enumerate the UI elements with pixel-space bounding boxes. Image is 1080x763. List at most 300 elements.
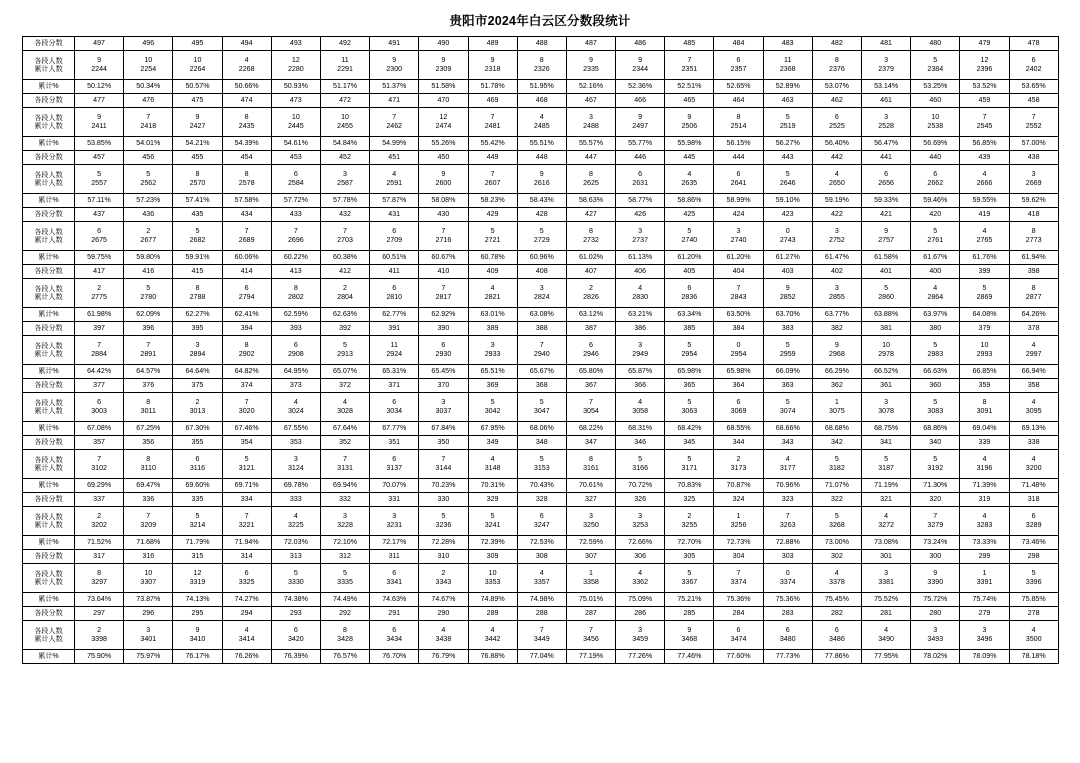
band-score-cell: 392 xyxy=(320,322,369,336)
count-cell xyxy=(812,222,861,251)
segment-count: 8 xyxy=(588,170,593,179)
count-cell xyxy=(1009,564,1058,593)
count-cell xyxy=(173,564,222,593)
cumulative-pct-cell: 60.38% xyxy=(320,251,369,265)
table-row xyxy=(23,536,1059,550)
cumulative-count: 2455 xyxy=(337,122,353,130)
count-cell xyxy=(911,393,960,422)
count-cell xyxy=(960,222,1009,251)
count-cell xyxy=(763,450,812,479)
count-cell xyxy=(419,507,468,536)
segment-count: 7 xyxy=(736,569,741,578)
band-score-cell: 290 xyxy=(419,607,468,621)
cumulative-pct-cell: 72.88% xyxy=(763,536,812,550)
cumulative-count: 2376 xyxy=(829,65,845,73)
cumulative-pct-cell: 65.51% xyxy=(468,365,517,379)
cumulative-count: 2933 xyxy=(484,350,501,358)
segment-count: 4 xyxy=(490,626,495,635)
count-cell xyxy=(812,507,861,536)
segment-count: 5 xyxy=(343,569,347,578)
band-score-cell: 322 xyxy=(812,493,861,507)
cumulative-pct-cell: 61.76% xyxy=(960,251,1009,265)
segment-count: 6 xyxy=(195,455,200,464)
cumulative-pct-cell: 58.43% xyxy=(517,194,566,208)
segment-count: 3 xyxy=(638,512,643,521)
cumulative-pct-cell: 52.65% xyxy=(714,80,763,94)
segment-count: 5 xyxy=(687,398,692,407)
cumulative-pct-cell: 63.50% xyxy=(714,308,763,322)
cumulative-count: 3225 xyxy=(287,521,304,529)
segment-count: 7 xyxy=(146,341,151,350)
cumulative-count: 3137 xyxy=(386,464,403,472)
band-score-cell: 296 xyxy=(124,607,173,621)
cumulative-count: 3241 xyxy=(484,521,501,529)
cumulative-count: 2244 xyxy=(91,65,107,73)
band-score-cell: 285 xyxy=(665,607,714,621)
segment-count: 3 xyxy=(982,626,987,635)
band-score-cell: 343 xyxy=(763,436,812,450)
count-cell xyxy=(1009,108,1058,137)
segment-count: 3 xyxy=(736,227,741,236)
band-score-cell: 449 xyxy=(468,151,517,165)
band-score-cell: 339 xyxy=(960,436,1009,450)
row-label-cumulative-count: 累计人数 xyxy=(34,578,63,586)
cumulative-pct-cell: 63.34% xyxy=(665,308,714,322)
segment-count: 8 xyxy=(834,56,839,65)
cumulative-pct-cell: 53.65% xyxy=(1009,80,1058,94)
band-score-cell: 349 xyxy=(468,436,517,450)
cumulative-count: 2930 xyxy=(435,350,452,358)
segment-count: 10 xyxy=(488,569,497,578)
cumulative-count: 2869 xyxy=(976,293,993,301)
cumulative-pct-cell: 53.25% xyxy=(911,80,960,94)
band-score-cell: 434 xyxy=(222,208,271,222)
band-score-cell: 279 xyxy=(960,607,1009,621)
segment-count: 2 xyxy=(97,626,102,635)
cumulative-count: 3196 xyxy=(976,464,993,472)
segment-count: 9 xyxy=(97,56,102,65)
cumulative-pct-cell: 76.57% xyxy=(320,650,369,664)
count-cell xyxy=(1009,393,1058,422)
count-cell xyxy=(812,450,861,479)
cumulative-count: 3449 xyxy=(533,635,550,643)
segment-count: 8 xyxy=(146,398,151,407)
band-score-cell: 457 xyxy=(75,151,124,165)
cumulative-count: 3459 xyxy=(632,635,649,643)
cumulative-pct-cell: 68.06% xyxy=(517,422,566,436)
band-score-cell: 438 xyxy=(1009,151,1058,165)
cumulative-count: 3496 xyxy=(976,635,993,643)
cumulative-count: 3020 xyxy=(238,407,255,415)
band-score-cell: 393 xyxy=(271,322,320,336)
count-cell xyxy=(173,51,222,80)
cumulative-pct-cell: 73.24% xyxy=(911,536,960,550)
table-row xyxy=(23,308,1059,322)
cumulative-count: 2954 xyxy=(681,350,698,358)
cumulative-pct-cell: 67.46% xyxy=(222,422,271,436)
segment-count: 4 xyxy=(293,398,298,407)
count-cell xyxy=(862,51,911,80)
cumulative-count: 2716 xyxy=(435,236,452,244)
band-score-cell: 365 xyxy=(665,379,714,393)
band-score-cell: 384 xyxy=(714,322,763,336)
cumulative-pct-cell: 77.26% xyxy=(616,650,665,664)
count-cell xyxy=(665,108,714,137)
band-score-cell: 444 xyxy=(714,151,763,165)
cumulative-pct-cell: 59.55% xyxy=(960,194,1009,208)
segment-count: 9 xyxy=(933,569,938,578)
cumulative-count: 2682 xyxy=(189,236,206,244)
count-cell xyxy=(75,393,124,422)
segment-count: 8 xyxy=(343,626,347,635)
cumulative-count: 2740 xyxy=(730,236,747,244)
cumulative-pct-cell: 72.53% xyxy=(517,536,566,550)
cumulative-pct-cell: 55.51% xyxy=(517,137,566,151)
count-cell xyxy=(222,165,271,194)
count-cell xyxy=(616,393,665,422)
count-cell xyxy=(566,108,615,137)
count-cell xyxy=(960,51,1009,80)
band-score-cell: 433 xyxy=(271,208,320,222)
cumulative-count: 3083 xyxy=(927,407,944,415)
segment-count: 5 xyxy=(785,170,790,179)
count-cell xyxy=(370,393,419,422)
count-cell xyxy=(320,621,369,650)
cumulative-count: 3102 xyxy=(91,464,107,472)
segment-count: 4 xyxy=(343,398,347,407)
segment-count: 6 xyxy=(392,284,397,293)
cumulative-count: 3228 xyxy=(337,521,353,529)
table-row xyxy=(23,80,1059,94)
band-score-cell: 423 xyxy=(763,208,812,222)
cumulative-count: 3054 xyxy=(583,407,599,415)
count-cell xyxy=(124,108,173,137)
count-cell xyxy=(960,108,1009,137)
cumulative-pct-cell: 67.84% xyxy=(419,422,468,436)
band-score-cell: 429 xyxy=(468,208,517,222)
band-score-cell: 450 xyxy=(419,151,468,165)
band-score-cell: 473 xyxy=(271,94,320,108)
row-label-count-cumcount xyxy=(23,621,75,650)
cumulative-pct-cell: 58.63% xyxy=(566,194,615,208)
cumulative-pct-cell: 63.12% xyxy=(566,308,615,322)
band-score-cell: 369 xyxy=(468,379,517,393)
band-score-cell: 435 xyxy=(173,208,222,222)
cumulative-count: 2968 xyxy=(829,350,845,358)
cumulative-count: 2357 xyxy=(730,65,747,73)
cumulative-pct-cell: 73.00% xyxy=(812,536,861,550)
cumulative-count: 2830 xyxy=(632,293,649,301)
cumulative-pct-cell: 55.57% xyxy=(566,137,615,151)
segment-count: 12 xyxy=(439,113,448,122)
cumulative-pct-cell: 69.47% xyxy=(124,479,173,493)
cumulative-pct-cell: 76.79% xyxy=(419,650,468,664)
cumulative-pct-cell: 50.34% xyxy=(124,80,173,94)
band-score-cell: 458 xyxy=(1009,94,1058,108)
segment-count: 5 xyxy=(638,455,643,464)
cumulative-count: 2802 xyxy=(287,293,304,301)
count-cell xyxy=(960,165,1009,194)
cumulative-pct-cell: 70.87% xyxy=(714,479,763,493)
cumulative-pct-cell: 64.57% xyxy=(124,365,173,379)
cumulative-pct-cell: 58.77% xyxy=(616,194,665,208)
count-cell xyxy=(124,165,173,194)
cumulative-pct-cell: 65.07% xyxy=(320,365,369,379)
cumulative-pct-cell: 68.68% xyxy=(812,422,861,436)
count-cell xyxy=(222,279,271,308)
band-score-cell: 447 xyxy=(566,151,615,165)
segment-count: 3 xyxy=(343,170,347,179)
cumulative-pct-cell: 59.91% xyxy=(173,251,222,265)
cumulative-count: 3187 xyxy=(878,464,894,472)
cumulative-count: 3148 xyxy=(484,464,501,472)
cumulative-count: 3374 xyxy=(730,578,747,586)
count-cell xyxy=(566,222,615,251)
row-label-count: 各段人数 xyxy=(34,455,63,464)
segment-count: 5 xyxy=(539,455,544,464)
cumulative-pct-cell: 60.06% xyxy=(222,251,271,265)
cumulative-count: 2646 xyxy=(779,179,796,187)
row-label-cumulative-pct: 累计% xyxy=(23,536,75,550)
count-cell xyxy=(124,279,173,308)
cumulative-pct-cell: 50.66% xyxy=(222,80,271,94)
table-row xyxy=(23,650,1059,664)
cumulative-count: 3297 xyxy=(91,578,107,586)
cumulative-count: 2855 xyxy=(829,293,845,301)
band-score-cell: 286 xyxy=(616,607,665,621)
count-cell xyxy=(714,222,763,251)
row-label-cumulative-pct: 累计% xyxy=(23,80,75,94)
count-cell xyxy=(75,336,124,365)
band-score-cell: 461 xyxy=(862,94,911,108)
cumulative-pct-cell: 60.22% xyxy=(271,251,320,265)
segment-count: 7 xyxy=(343,227,347,236)
segment-count: 5 xyxy=(195,227,200,236)
count-cell xyxy=(911,51,960,80)
band-score-cell: 407 xyxy=(566,265,615,279)
band-score-cell: 420 xyxy=(911,208,960,222)
count-cell xyxy=(665,51,714,80)
row-label-cumulative-count: 累计人数 xyxy=(34,179,63,187)
band-score-cell: 451 xyxy=(370,151,419,165)
count-cell xyxy=(616,507,665,536)
cumulative-pct-cell: 65.87% xyxy=(616,365,665,379)
cumulative-count: 2821 xyxy=(484,293,501,301)
cumulative-pct-cell: 51.17% xyxy=(320,80,369,94)
row-label-band: 各段分数 xyxy=(23,265,75,279)
segment-count: 6 xyxy=(834,113,839,122)
cumulative-count: 3034 xyxy=(386,407,403,415)
cumulative-count: 3358 xyxy=(583,578,599,586)
cumulative-pct-cell: 53.52% xyxy=(960,80,1009,94)
cumulative-pct-cell: 78.02% xyxy=(911,650,960,664)
band-score-cell: 424 xyxy=(714,208,763,222)
segment-count: 10 xyxy=(193,56,202,65)
count-cell xyxy=(370,621,419,650)
count-cell xyxy=(124,507,173,536)
cumulative-pct-cell: 76.17% xyxy=(173,650,222,664)
segment-count: 4 xyxy=(1031,626,1036,635)
cumulative-pct-cell: 71.19% xyxy=(862,479,911,493)
segment-count: 7 xyxy=(785,512,790,521)
segment-count: 3 xyxy=(195,341,200,350)
count-cell xyxy=(616,279,665,308)
cumulative-count: 3283 xyxy=(976,521,993,529)
segment-count: 5 xyxy=(146,284,151,293)
count-cell xyxy=(222,108,271,137)
segment-count: 6 xyxy=(441,341,446,350)
count-cell xyxy=(173,279,222,308)
count-cell xyxy=(222,564,271,593)
band-score-cell: 306 xyxy=(616,550,665,564)
band-score-cell: 319 xyxy=(960,493,1009,507)
count-cell xyxy=(419,279,468,308)
cumulative-count: 2506 xyxy=(681,122,698,130)
segment-count: 5 xyxy=(785,341,790,350)
band-score-cell: 316 xyxy=(124,550,173,564)
cumulative-pct-cell: 67.64% xyxy=(320,422,369,436)
segment-count: 4 xyxy=(982,227,987,236)
row-label-count-cumcount xyxy=(23,564,75,593)
count-cell xyxy=(320,450,369,479)
band-score-cell: 358 xyxy=(1009,379,1058,393)
cumulative-pct-cell: 59.80% xyxy=(124,251,173,265)
cumulative-count: 2557 xyxy=(91,179,107,187)
band-score-cell: 327 xyxy=(566,493,615,507)
count-cell xyxy=(862,564,911,593)
table-row xyxy=(23,450,1059,479)
count-cell xyxy=(1009,621,1058,650)
count-cell xyxy=(320,564,369,593)
table-row xyxy=(23,393,1059,422)
segment-count: 6 xyxy=(834,626,839,635)
row-label-cumulative-pct: 累计% xyxy=(23,251,75,265)
band-score-cell: 331 xyxy=(370,493,419,507)
cumulative-count: 3161 xyxy=(583,464,599,472)
segment-count: 4 xyxy=(982,455,987,464)
segment-count: 5 xyxy=(982,284,987,293)
count-cell xyxy=(566,165,615,194)
cumulative-count: 3214 xyxy=(189,521,206,529)
count-cell xyxy=(271,450,320,479)
count-cell xyxy=(517,564,566,593)
cumulative-count: 2852 xyxy=(779,293,796,301)
segment-count: 9 xyxy=(687,113,692,122)
segment-count: 7 xyxy=(490,113,495,122)
cumulative-count: 2616 xyxy=(533,179,550,187)
segment-count: 5 xyxy=(293,569,298,578)
band-score-cell: 437 xyxy=(75,208,124,222)
count-cell xyxy=(862,222,911,251)
cumulative-count: 2978 xyxy=(878,350,894,358)
count-cell xyxy=(75,564,124,593)
table-row xyxy=(23,479,1059,493)
band-score-cell: 333 xyxy=(271,493,320,507)
row-label-count: 各段人数 xyxy=(34,398,63,407)
count-cell xyxy=(862,621,911,650)
cumulative-count: 3357 xyxy=(533,578,550,586)
band-score-cell: 321 xyxy=(862,493,911,507)
segment-count: 0 xyxy=(785,227,790,236)
cumulative-pct-cell: 56.27% xyxy=(763,137,812,151)
count-cell xyxy=(566,336,615,365)
band-score-cell: 371 xyxy=(370,379,419,393)
cumulative-count: 2435 xyxy=(238,122,255,130)
segment-count: 9 xyxy=(195,626,200,635)
cumulative-count: 2954 xyxy=(730,350,747,358)
count-cell xyxy=(862,279,911,308)
cumulative-count: 2309 xyxy=(435,65,452,73)
band-score-cell: 315 xyxy=(173,550,222,564)
count-cell xyxy=(763,222,812,251)
band-score-cell: 455 xyxy=(173,151,222,165)
cumulative-pct-cell: 64.42% xyxy=(75,365,124,379)
cumulative-pct-cell: 61.27% xyxy=(763,251,812,265)
segment-count: 8 xyxy=(1031,284,1036,293)
band-score-cell: 441 xyxy=(862,151,911,165)
cumulative-pct-cell: 70.72% xyxy=(616,479,665,493)
band-score-cell: 411 xyxy=(370,265,419,279)
segment-count: 4 xyxy=(884,626,889,635)
cumulative-count: 2997 xyxy=(1025,350,1042,358)
cumulative-pct-cell: 75.09% xyxy=(616,593,665,607)
count-cell xyxy=(517,393,566,422)
row-label-band: 各段分数 xyxy=(23,322,75,336)
cumulative-pct-cell: 69.71% xyxy=(222,479,271,493)
segment-count: 7 xyxy=(343,455,347,464)
band-score-cell: 294 xyxy=(222,607,271,621)
cumulative-pct-cell: 60.51% xyxy=(370,251,419,265)
cumulative-count: 2804 xyxy=(337,293,353,301)
cumulative-pct-cell: 72.39% xyxy=(468,536,517,550)
count-cell xyxy=(222,336,271,365)
row-label-count-cumcount xyxy=(23,108,75,137)
band-score-cell: 456 xyxy=(124,151,173,165)
cumulative-count: 2485 xyxy=(533,122,550,130)
segment-count: 9 xyxy=(97,113,102,122)
segment-count: 7 xyxy=(539,626,544,635)
segment-count: 4 xyxy=(244,56,249,65)
cumulative-pct-cell: 63.97% xyxy=(911,308,960,322)
band-score-cell: 475 xyxy=(173,94,222,108)
segment-count: 7 xyxy=(244,512,249,521)
cumulative-pct-cell: 74.98% xyxy=(517,593,566,607)
score-distribution-table xyxy=(22,36,1059,664)
count-cell xyxy=(419,108,468,137)
cumulative-pct-cell: 76.26% xyxy=(222,650,271,664)
count-cell xyxy=(911,108,960,137)
segment-count: 6 xyxy=(293,341,298,350)
band-score-cell: 381 xyxy=(862,322,911,336)
segment-count: 5 xyxy=(539,227,544,236)
count-cell xyxy=(911,564,960,593)
segment-count: 8 xyxy=(244,170,249,179)
cumulative-pct-cell: 54.21% xyxy=(173,137,222,151)
segment-count: 7 xyxy=(97,455,102,464)
cumulative-count: 2729 xyxy=(533,236,550,244)
table-row xyxy=(23,493,1059,507)
row-label-cumulative-pct: 累计% xyxy=(23,650,75,664)
band-score-cell: 427 xyxy=(566,208,615,222)
count-cell xyxy=(320,51,369,80)
count-cell xyxy=(222,51,271,80)
cumulative-count: 3047 xyxy=(533,407,550,415)
count-cell xyxy=(714,165,763,194)
cumulative-count: 3353 xyxy=(484,578,501,586)
cumulative-count: 2737 xyxy=(632,236,649,244)
cumulative-count: 3279 xyxy=(927,521,944,529)
cumulative-count: 2810 xyxy=(386,293,403,301)
